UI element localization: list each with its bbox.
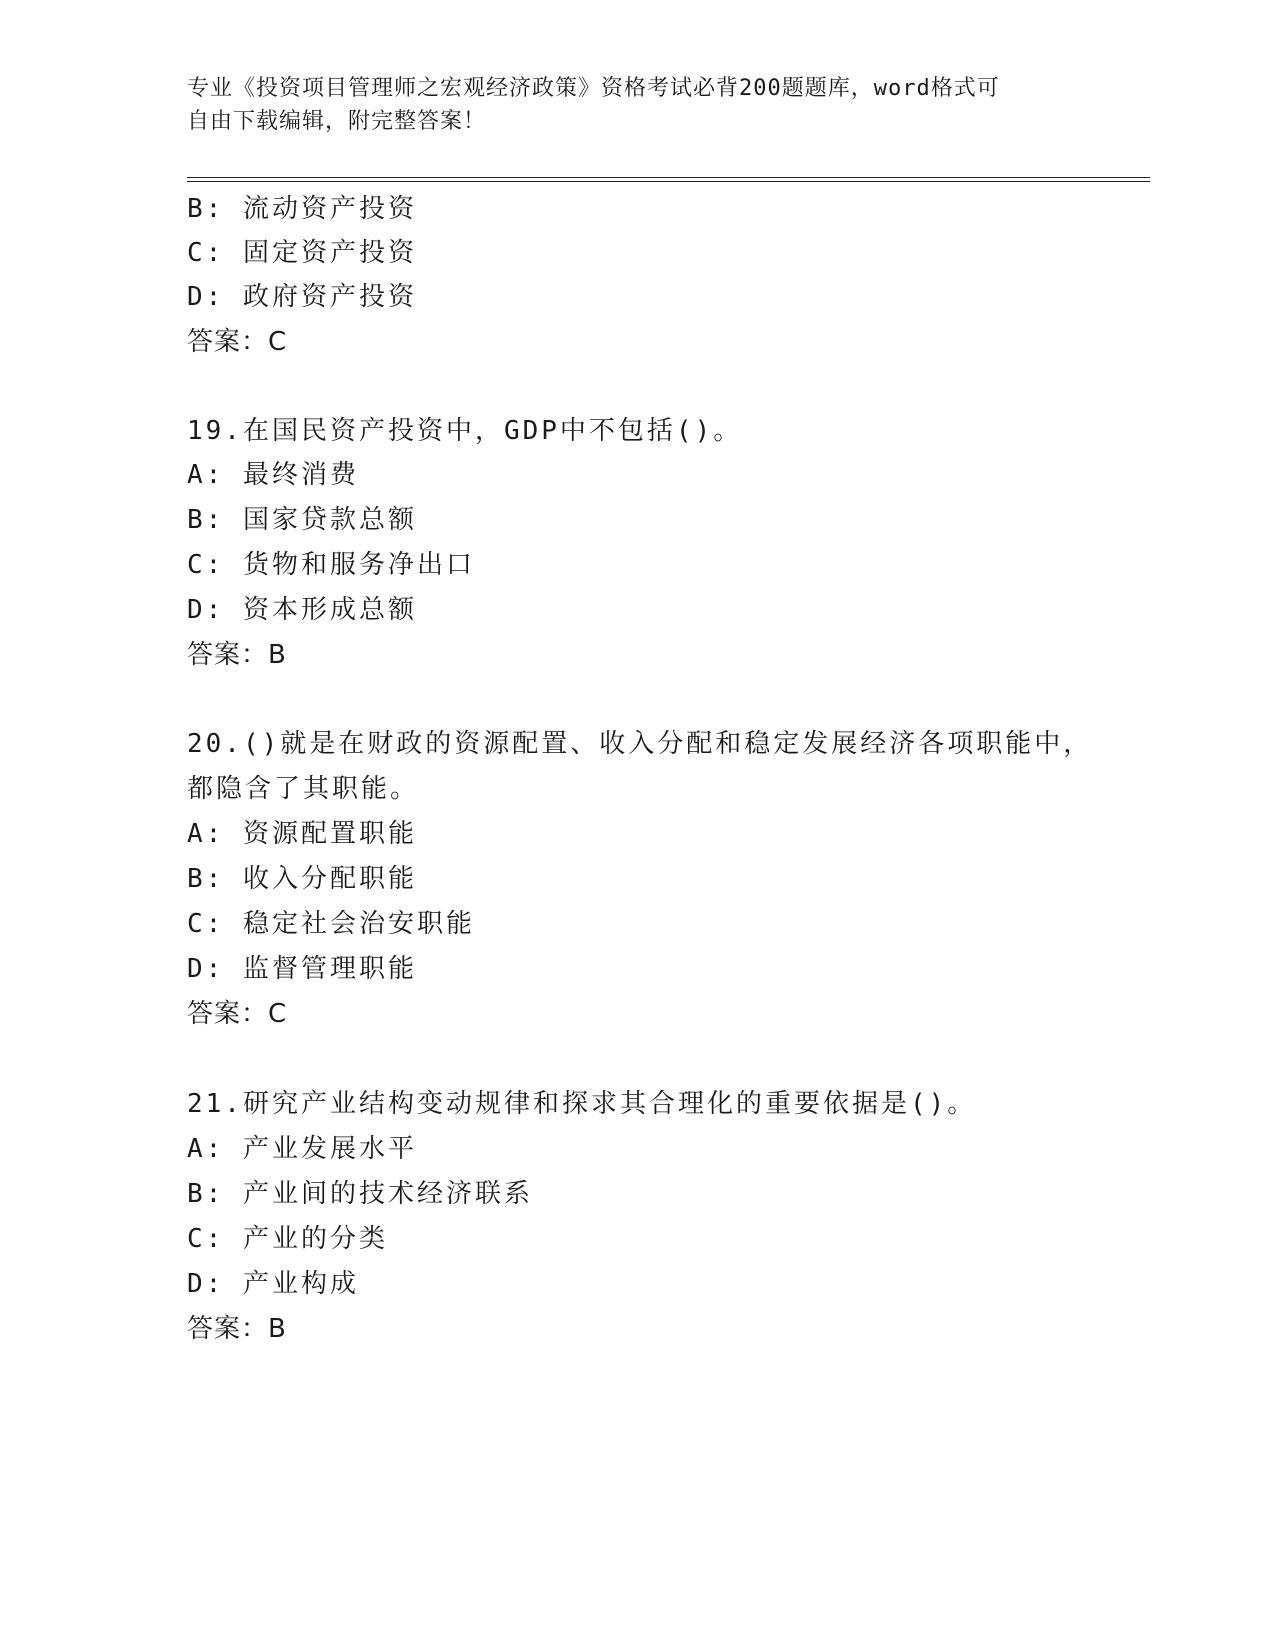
header-line-2: 自由下载编辑，附完整答案！	[187, 109, 487, 134]
q20-answer: 答案：C	[187, 999, 288, 1029]
q19-option-a: A: 最终消费	[187, 460, 359, 490]
q18-option-c: C: 固定资产投资	[187, 238, 417, 268]
q19-question: 19.在国民资产投资中，GDP中不包括()。	[187, 416, 743, 446]
q20-question-line-2: 都隐含了其职能。	[187, 774, 420, 804]
q21-answer: 答案：B	[187, 1314, 287, 1344]
q20-question-line-1: 20.()就是在财政的资源配置、收入分配和稳定发展经济各项职能中，	[187, 729, 1093, 759]
q19-answer: 答案：B	[187, 640, 287, 670]
q21-option-b: B: 产业间的技术经济联系	[187, 1179, 533, 1209]
q20-option-c: C: 稳定社会治安职能	[187, 909, 475, 939]
q21-option-c: C: 产业的分类	[187, 1224, 388, 1254]
q20-option-a: A: 资源配置职能	[187, 819, 417, 849]
q20-option-d: D: 监督管理职能	[187, 954, 417, 984]
q19-option-c: C: 货物和服务净出口	[187, 550, 475, 580]
q18-option-b: B: 流动资产投资	[187, 194, 417, 224]
q21-question: 21.研究产业结构变动规律和探求其合理化的重要依据是()。	[187, 1089, 977, 1119]
q21-option-a: A: 产业发展水平	[187, 1134, 417, 1164]
header-line-1: 专业《投资项目管理师之宏观经济政策》资格考试必背200题题库，word格式可	[187, 76, 1000, 101]
header-divider-bottom	[187, 181, 1150, 182]
document-header	[187, 72, 1067, 138]
q19-option-d: D: 资本形成总额	[187, 595, 417, 625]
q20-option-b: B: 收入分配职能	[187, 864, 417, 894]
q21-option-d: D: 产业构成	[187, 1269, 359, 1299]
q18-option-d: D: 政府资产投资	[187, 282, 417, 312]
q19-option-b: B: 国家贷款总额	[187, 505, 417, 535]
q18-answer: 答案：C	[187, 327, 288, 357]
header-divider-top	[187, 177, 1150, 178]
